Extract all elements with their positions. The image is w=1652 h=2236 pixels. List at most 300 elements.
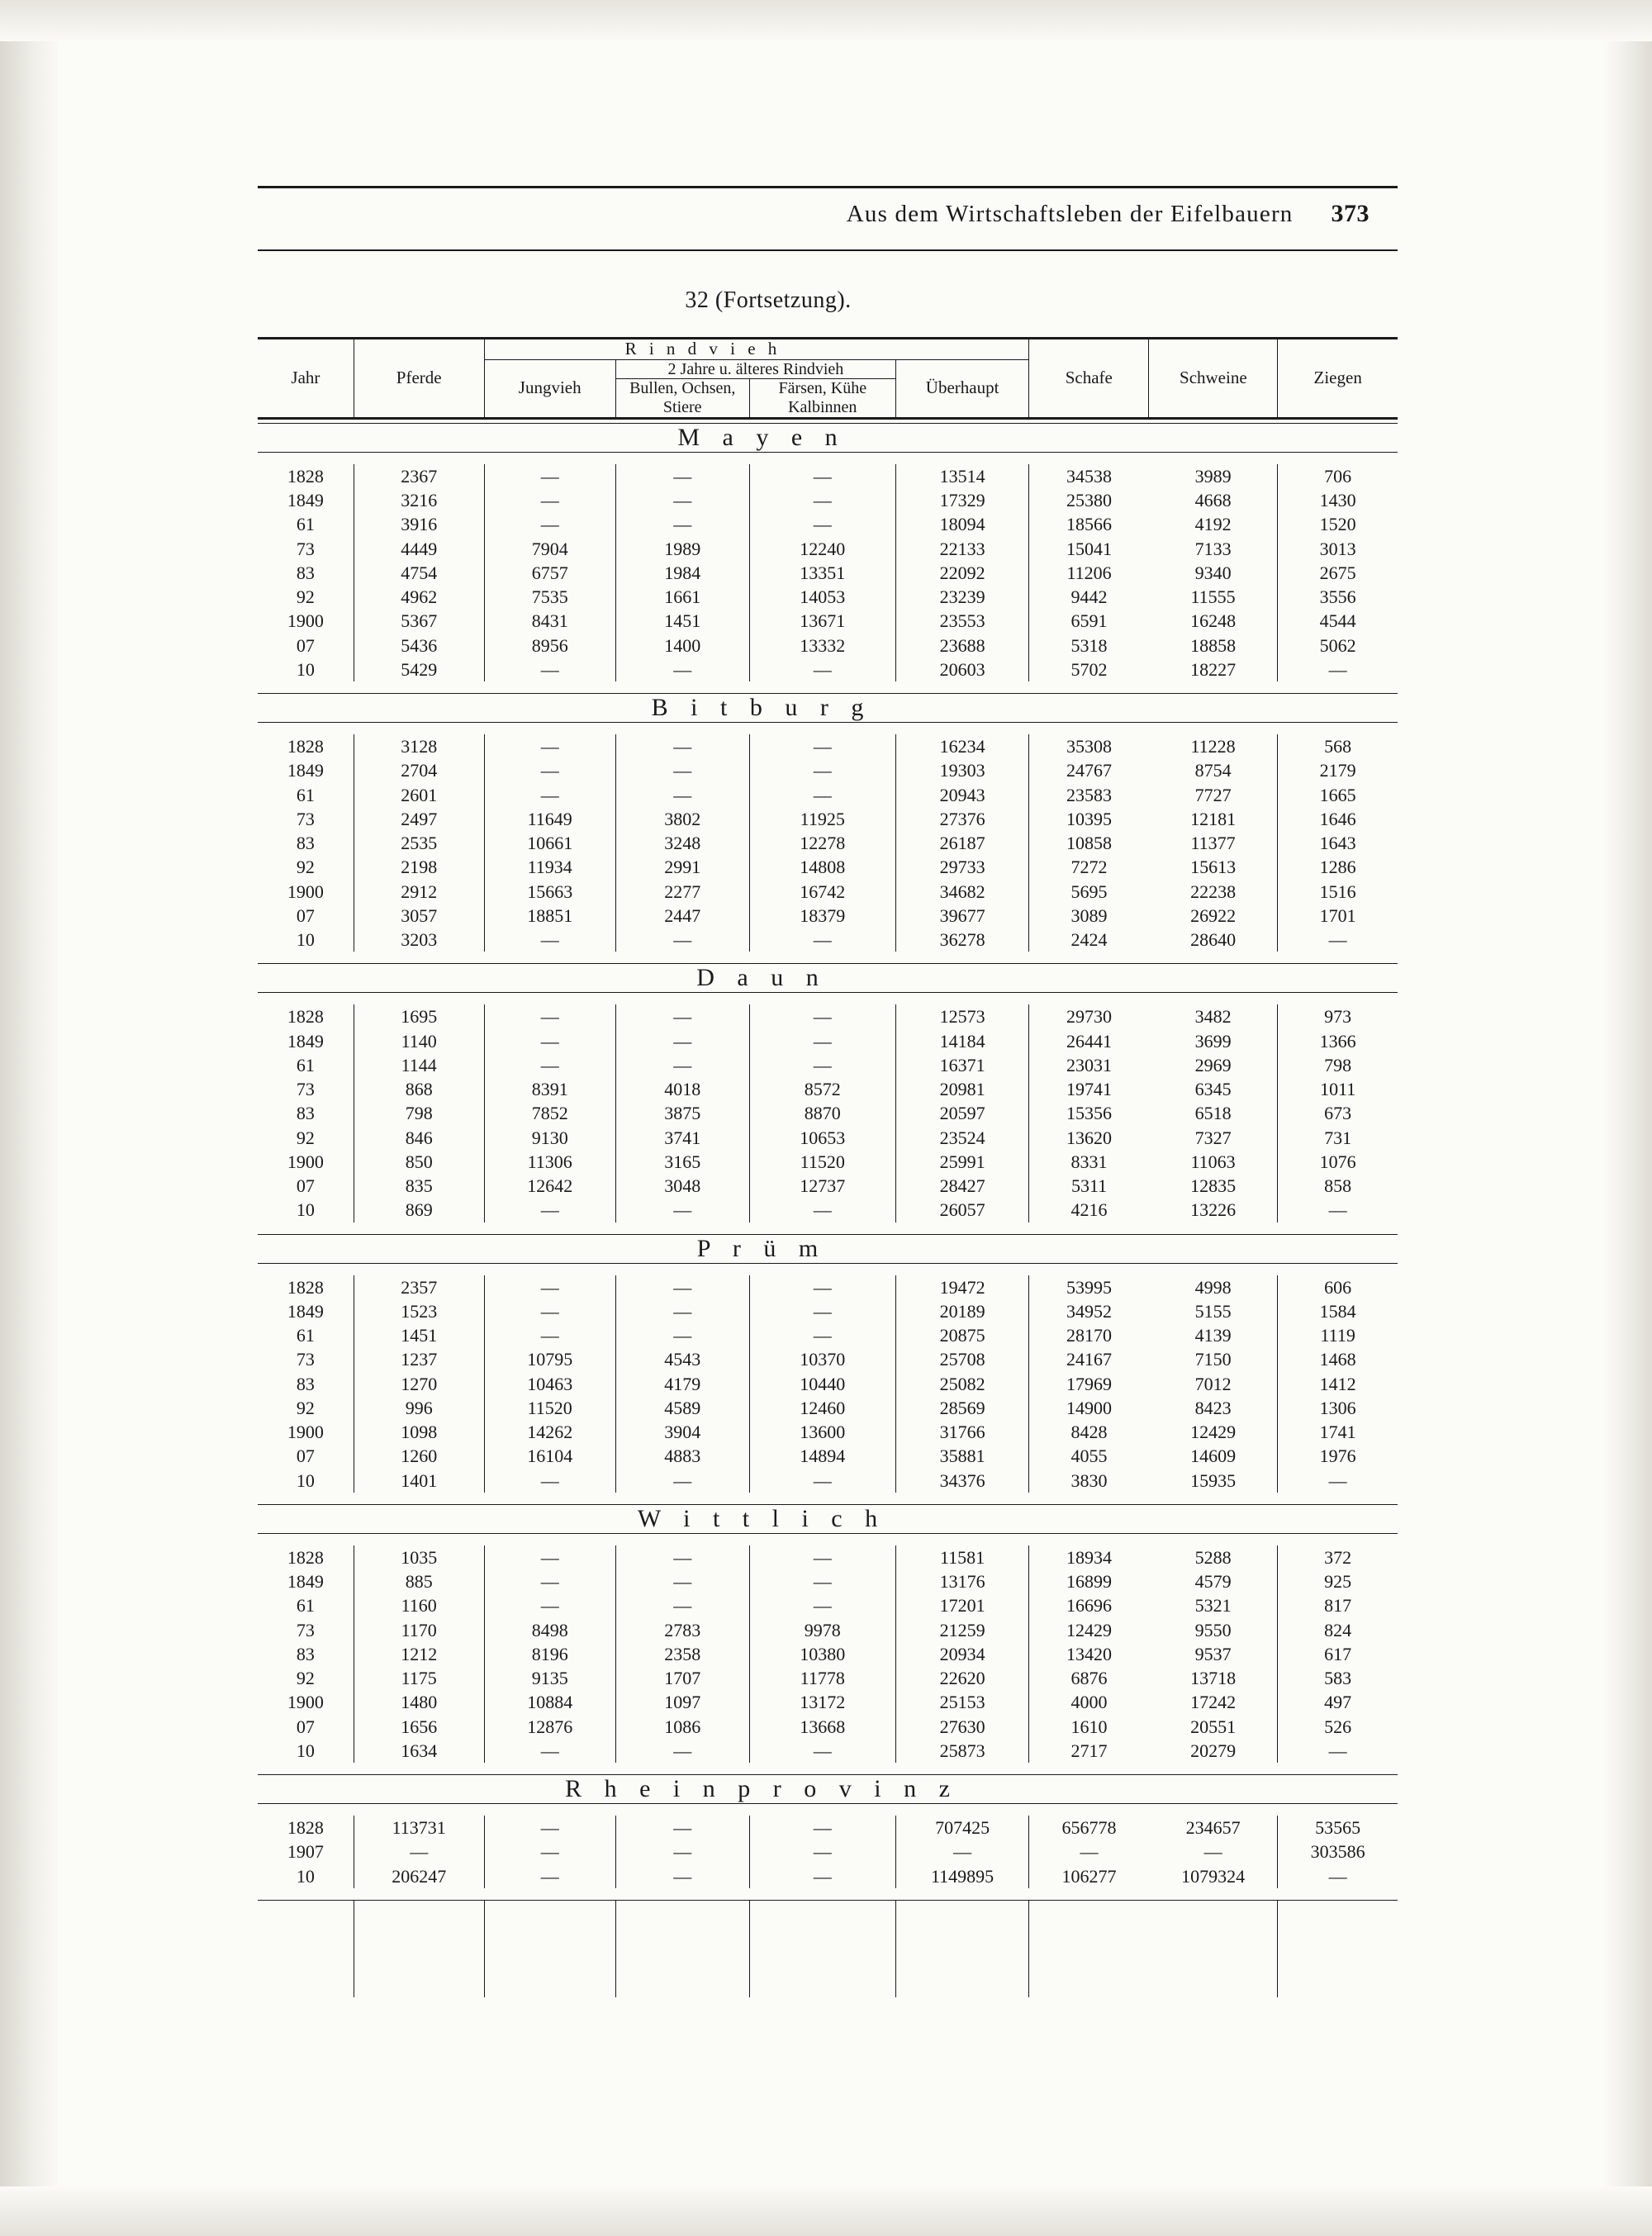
cell-pferde: 1170: [354, 1618, 484, 1642]
cell-ziegen: 798: [1324, 1054, 1352, 1075]
cell-ueberhaupt: —: [895, 1840, 1028, 1863]
cell-schafe: 16696: [1066, 1595, 1113, 1616]
cell-jahr: 73: [258, 807, 354, 831]
cell-schafe: 15356: [1066, 1103, 1113, 1124]
col-header-schweine: Schweine: [1149, 339, 1278, 419]
cell-empty: [895, 1901, 1028, 1925]
col-header-jungvieh: Jungvieh: [484, 359, 615, 418]
spacer-row: [258, 681, 1398, 694]
cell-jahr: 1900: [258, 880, 354, 904]
cell-ueberhaupt: 18094: [895, 512, 1028, 536]
table-row: [258, 1420, 1398, 1444]
cell-pferde: 835: [354, 1174, 484, 1198]
cell-faersen: —: [749, 1198, 895, 1222]
table-row: [258, 831, 1398, 855]
cell-ziegen: —: [1328, 929, 1347, 951]
cell-empty: [749, 1925, 895, 1949]
cell-ueberhaupt: 31766: [895, 1420, 1028, 1444]
cell-jungvieh: —: [484, 734, 615, 758]
cell-ueberhaupt: 20597: [895, 1101, 1028, 1125]
cell-schweine: 12429: [1149, 1420, 1278, 1444]
cell-empty: [484, 1949, 615, 1973]
spacer-row: [258, 1763, 1398, 1775]
cell-faersen: 14894: [749, 1444, 895, 1468]
table-row-empty: [258, 1925, 1398, 1949]
cell-jahr: 1828: [258, 1816, 354, 1840]
cell-ueberhaupt: 12573: [895, 1004, 1028, 1028]
cell-schafe: 10858: [1066, 833, 1113, 854]
cell-jungvieh: —: [484, 1816, 615, 1840]
cell-jungvieh: —: [484, 1004, 615, 1028]
cell-schweine: 7012: [1149, 1372, 1278, 1396]
cell-schafe: 12429: [1066, 1619, 1113, 1640]
cell-ziegen: —: [1328, 1469, 1347, 1491]
cell-jahr: 07: [258, 634, 354, 658]
cell-pferde: 2601: [354, 783, 484, 807]
cell-faersen: —: [749, 783, 895, 807]
cell-empty: [484, 1925, 615, 1949]
cell-faersen: 13351: [749, 561, 895, 585]
cell-schweine: 2969: [1149, 1053, 1278, 1077]
cell-schweine: 13226: [1149, 1198, 1278, 1222]
table-row: [258, 537, 1398, 561]
cell-ziegen: 526: [1324, 1716, 1352, 1737]
cell-ueberhaupt: 25991: [895, 1150, 1028, 1174]
cell-schafe: 26441: [1066, 1030, 1113, 1052]
table-row-empty: [258, 1901, 1398, 1925]
col-header-faersen: Färsen, Kühe Kalbinnen: [749, 378, 895, 418]
cell-schweine: 4139: [1149, 1323, 1278, 1347]
cell-pferde: 2367: [354, 464, 484, 488]
table-row: [258, 1126, 1398, 1150]
cell-faersen: 13332: [749, 634, 895, 658]
spacer-cell: [258, 1804, 1398, 1816]
cell-pferde: 206247: [354, 1864, 484, 1888]
cell-jahr: 61: [258, 783, 354, 807]
cell-ziegen: 1665: [1319, 784, 1356, 805]
cell-schafe: 1610: [1070, 1716, 1108, 1737]
spacer-row: [258, 453, 1398, 464]
table-row: [258, 1666, 1398, 1690]
table-row: [258, 1029, 1398, 1053]
cell-ziegen: 1520: [1319, 514, 1356, 535]
cell-empty: [1149, 1901, 1278, 1925]
cell-pferde: 113731: [354, 1816, 484, 1840]
cell-ziegen: 372: [1324, 1546, 1352, 1568]
cell-ziegen: —: [1328, 1740, 1347, 1761]
cell-schweine: 6345: [1149, 1077, 1278, 1101]
cell-ueberhaupt: 23553: [895, 609, 1028, 633]
cell-ziegen: —: [1328, 1865, 1347, 1887]
cell-ziegen: —: [1328, 1199, 1347, 1221]
cell-empty: [1149, 1925, 1278, 1949]
table-row: [258, 880, 1398, 904]
cell-ueberhaupt: 707425: [895, 1816, 1028, 1840]
cell-schafe: 13620: [1066, 1127, 1113, 1148]
cell-schafe: 6591: [1070, 610, 1108, 632]
cell-faersen: —: [749, 734, 895, 758]
page-edge-right: [1602, 0, 1652, 2236]
cell-jungvieh: —: [484, 783, 615, 807]
cell-schweine: 15613: [1149, 855, 1278, 879]
group-title-text: B i t b u r g: [651, 694, 872, 722]
cell-schweine: 1079324: [1149, 1864, 1278, 1888]
group-title-text: P r ü m: [696, 1234, 827, 1262]
cell-bullen: 3248: [615, 831, 749, 855]
cell-faersen: 12240: [749, 537, 895, 561]
cell-jungvieh: 12642: [484, 1174, 615, 1198]
cell-ziegen: 1306: [1319, 1397, 1356, 1418]
cell-schweine: 13718: [1149, 1666, 1278, 1690]
cell-schafe: 24767: [1066, 760, 1113, 781]
cell-faersen: 11925: [749, 807, 895, 831]
cell-schafe: 35308: [1066, 736, 1113, 757]
cell-faersen: —: [749, 1864, 895, 1888]
cell-empty: [1278, 1973, 1398, 1997]
cell-ziegen: 3013: [1319, 538, 1356, 559]
cell-jahr: 1828: [258, 1545, 354, 1569]
cell-pferde: 5367: [354, 609, 484, 633]
cell-schafe: 7272: [1070, 857, 1108, 878]
cell-jahr: 83: [258, 1642, 354, 1666]
cell-bullen: —: [615, 783, 749, 807]
table-row: [258, 1053, 1398, 1077]
cell-bullen: 1097: [615, 1690, 749, 1714]
cell-schweine: 234657: [1149, 1816, 1278, 1840]
cell-bullen: 2447: [615, 904, 749, 928]
cell-pferde: 1237: [354, 1347, 484, 1371]
header-rule-bottom: [258, 249, 1398, 251]
table-row: [258, 928, 1398, 952]
cell-faersen: —: [749, 1004, 895, 1028]
cell-bullen: —: [615, 928, 749, 952]
cell-faersen: 9978: [749, 1618, 895, 1642]
table-row: [258, 634, 1398, 658]
cell-jahr: 10: [258, 1864, 354, 1888]
col-header-rindvieh-group: R i n d v i e h: [484, 339, 1029, 360]
cell-pferde: 4754: [354, 561, 484, 585]
cell-schweine: 3989: [1149, 464, 1278, 488]
group-title-row: [258, 423, 1398, 452]
cell-jungvieh: 11520: [484, 1396, 615, 1420]
cell-jungvieh: 12876: [484, 1715, 615, 1739]
cell-schweine: 18858: [1149, 634, 1278, 658]
cell-ziegen: 303586: [1310, 1841, 1365, 1863]
cell-ueberhaupt: 25873: [895, 1739, 1028, 1763]
spacer-cell: [258, 1888, 1398, 1901]
spacer-row: [258, 1804, 1398, 1816]
cell-faersen: 11520: [749, 1150, 895, 1174]
cell-schafe: 8428: [1070, 1422, 1108, 1443]
cell-schafe: 13420: [1066, 1643, 1113, 1664]
cell-bullen: —: [615, 1053, 749, 1077]
running-head: [248, 188, 1404, 228]
cell-schweine: 9537: [1149, 1642, 1278, 1666]
cell-faersen: —: [749, 928, 895, 952]
cell-jahr: 83: [258, 831, 354, 855]
cell-ueberhaupt: 23524: [895, 1126, 1028, 1150]
spacer-row: [258, 1534, 1398, 1545]
cell-pferde: 2912: [354, 880, 484, 904]
col-header-ziegen: Ziegen: [1278, 339, 1398, 419]
cell-faersen: 12460: [749, 1396, 895, 1420]
cell-jungvieh: 8498: [484, 1618, 615, 1642]
cell-bullen: 1451: [615, 609, 749, 633]
cell-faersen: —: [749, 1275, 895, 1299]
group-title: [258, 423, 1398, 452]
spacer-cell: [258, 952, 1398, 964]
cell-bullen: 1086: [615, 1715, 749, 1739]
cell-jahr: 1849: [258, 488, 354, 512]
cell-ueberhaupt: 20603: [895, 658, 1028, 681]
cell-schweine: 16248: [1149, 609, 1278, 633]
cell-jahr: 73: [258, 537, 354, 561]
cell-jahr: 1849: [258, 1299, 354, 1323]
cell-schweine: 18227: [1149, 658, 1278, 681]
cell-bullen: —: [615, 1198, 749, 1222]
cell-jungvieh: 7535: [484, 585, 615, 609]
cell-faersen: 10380: [749, 1642, 895, 1666]
spacer-cell: [258, 1763, 1398, 1775]
table-row: [258, 1642, 1398, 1666]
cell-faersen: 10440: [749, 1372, 895, 1396]
cell-jungvieh: —: [484, 1029, 615, 1053]
cell-schafe: 2717: [1070, 1740, 1108, 1761]
cell-ziegen: 4544: [1319, 610, 1356, 632]
cell-pferde: 1401: [354, 1469, 484, 1493]
cell-schweine: 4192: [1149, 512, 1278, 536]
cell-jahr: 07: [258, 904, 354, 928]
cell-schafe: 10395: [1066, 808, 1113, 829]
cell-ueberhaupt: 22620: [895, 1666, 1028, 1690]
cell-jungvieh: —: [484, 512, 615, 536]
cell-schweine: 14609: [1149, 1444, 1278, 1468]
cell-ziegen: 1643: [1319, 833, 1356, 854]
cell-empty: [749, 1973, 895, 1997]
cell-empty: [258, 1949, 354, 1973]
cell-ziegen: —: [1328, 658, 1347, 680]
page-edge-bottom: [0, 2186, 1652, 2236]
cell-ziegen: 673: [1324, 1103, 1352, 1124]
table-body: [258, 423, 1398, 1997]
cell-ziegen: 817: [1324, 1595, 1352, 1616]
cell-bullen: 3165: [615, 1150, 749, 1174]
table-row: [258, 1444, 1398, 1468]
table-row: [258, 609, 1398, 633]
cell-schweine: 9550: [1149, 1618, 1278, 1642]
cell-bullen: 1984: [615, 561, 749, 585]
spacer-cell: [258, 993, 1398, 1004]
cell-faersen: —: [749, 488, 895, 512]
cell-bullen: 4018: [615, 1077, 749, 1101]
cell-schafe: 16899: [1066, 1571, 1113, 1593]
cell-schweine: 3699: [1149, 1029, 1278, 1053]
table-row: [258, 1372, 1398, 1396]
cell-jungvieh: —: [484, 1469, 615, 1493]
table-row: [258, 561, 1398, 585]
cell-jahr: 92: [258, 1666, 354, 1690]
group-title-row: [258, 694, 1398, 723]
cell-jahr: 1907: [258, 1840, 354, 1863]
cell-pferde: 4449: [354, 537, 484, 561]
cell-bullen: 1400: [615, 634, 749, 658]
cell-jungvieh: 16104: [484, 1444, 615, 1468]
cell-faersen: —: [749, 1569, 895, 1593]
cell-empty: [354, 1973, 484, 1997]
cell-bullen: —: [615, 1323, 749, 1347]
cell-ueberhaupt: 39677: [895, 904, 1028, 928]
cell-jungvieh: —: [484, 1545, 615, 1569]
cell-schweine: 11555: [1149, 585, 1278, 609]
cell-jungvieh: —: [484, 1864, 615, 1888]
table-row: [258, 1618, 1398, 1642]
cell-ziegen: 973: [1324, 1006, 1352, 1028]
cell-jahr: 61: [258, 1593, 354, 1617]
cell-schafe: 9442: [1070, 586, 1108, 608]
cell-schweine: 7727: [1149, 783, 1278, 807]
cell-ueberhaupt: 26057: [895, 1198, 1028, 1222]
cell-bullen: 2277: [615, 880, 749, 904]
cell-jungvieh: —: [484, 1840, 615, 1863]
spacer-cell: [258, 1493, 1398, 1505]
spacer-row: [258, 1888, 1398, 1901]
cell-jungvieh: —: [484, 464, 615, 488]
cell-faersen: —: [749, 1816, 895, 1840]
cell-pferde: 869: [354, 1198, 484, 1222]
cell-ueberhaupt: 28569: [895, 1396, 1028, 1420]
cell-pferde: 1144: [354, 1053, 484, 1077]
table-header: [258, 339, 1398, 424]
cell-faersen: 18379: [749, 904, 895, 928]
cell-jahr: 92: [258, 585, 354, 609]
cell-jahr: 1900: [258, 1690, 354, 1714]
cell-ziegen: 1584: [1319, 1300, 1356, 1322]
table-row: [258, 1396, 1398, 1420]
spacer-cell: [258, 453, 1398, 464]
cell-schweine: 5155: [1149, 1299, 1278, 1323]
cell-schweine: 11377: [1149, 831, 1278, 855]
cell-jahr: 73: [258, 1618, 354, 1642]
cell-jahr: 1828: [258, 1004, 354, 1028]
cell-bullen: —: [615, 1739, 749, 1763]
cell-jahr: 10: [258, 928, 354, 952]
cell-faersen: 14053: [749, 585, 895, 609]
cell-pferde: 846: [354, 1126, 484, 1150]
cell-ziegen: 617: [1324, 1643, 1352, 1664]
cell-schafe: 28170: [1066, 1325, 1113, 1346]
cell-bullen: 3048: [615, 1174, 749, 1198]
cell-schafe: 25380: [1066, 490, 1113, 511]
cell-ziegen: 606: [1324, 1276, 1352, 1298]
table-row-empty: [258, 1973, 1398, 1997]
cell-jungvieh: 11934: [484, 855, 615, 879]
cell-bullen: 4883: [615, 1444, 749, 1468]
cell-schweine: 12835: [1149, 1174, 1278, 1198]
cell-faersen: 8870: [749, 1101, 895, 1125]
cell-schweine: 4998: [1149, 1275, 1278, 1299]
cell-ueberhaupt: 20981: [895, 1077, 1028, 1101]
spacer-cell: [258, 723, 1398, 734]
table-row: [258, 1174, 1398, 1198]
cell-empty: [1029, 1949, 1149, 1973]
cell-jahr: 1900: [258, 609, 354, 633]
cell-empty: [1029, 1925, 1149, 1949]
cell-bullen: 3741: [615, 1126, 749, 1150]
cell-bullen: —: [615, 1569, 749, 1593]
cell-schweine: 5321: [1149, 1593, 1278, 1617]
cell-bullen: —: [615, 758, 749, 782]
cell-ziegen: 497: [1324, 1692, 1352, 1713]
spacer-cell: [258, 1264, 1398, 1275]
cell-ueberhaupt: 20189: [895, 1299, 1028, 1323]
cell-pferde: 2704: [354, 758, 484, 782]
cell-bullen: 1989: [615, 537, 749, 561]
cell-ueberhaupt: 17329: [895, 488, 1028, 512]
cell-ueberhaupt: 26187: [895, 831, 1028, 855]
cell-jungvieh: —: [484, 1593, 615, 1617]
cell-faersen: 11778: [749, 1666, 895, 1690]
cell-schweine: 26922: [1149, 904, 1278, 928]
cell-jungvieh: —: [484, 658, 615, 681]
cell-empty: [354, 1925, 484, 1949]
cell-jahr: 61: [258, 1323, 354, 1347]
cell-pferde: 5429: [354, 658, 484, 681]
cell-empty: [1278, 1949, 1398, 1973]
cell-ueberhaupt: 20934: [895, 1642, 1028, 1666]
cell-schafe: 4000: [1070, 1692, 1108, 1713]
cell-jahr: 92: [258, 855, 354, 879]
cell-bullen: —: [615, 488, 749, 512]
cell-schafe: 5695: [1070, 881, 1108, 902]
cell-schafe: 34538: [1066, 465, 1113, 487]
cell-empty: [1278, 1901, 1398, 1925]
cell-pferde: 1523: [354, 1299, 484, 1323]
table-row: [258, 488, 1398, 512]
cell-jahr: 1849: [258, 1029, 354, 1053]
cell-jungvieh: 9135: [484, 1666, 615, 1690]
cell-faersen: —: [749, 1053, 895, 1077]
cell-ziegen: 1430: [1319, 490, 1356, 511]
cell-schweine: 9340: [1149, 561, 1278, 585]
cell-schafe: 53995: [1066, 1276, 1113, 1298]
cell-schafe: 3089: [1070, 904, 1108, 926]
cell-jahr: 61: [258, 1053, 354, 1077]
cell-jungvieh: —: [484, 1739, 615, 1763]
cell-jahr: 73: [258, 1347, 354, 1371]
cell-jungvieh: 11649: [484, 807, 615, 831]
cell-ueberhaupt: 27376: [895, 807, 1028, 831]
cell-empty: [258, 1973, 354, 1997]
cell-bullen: —: [615, 734, 749, 758]
table-row: [258, 1150, 1398, 1174]
cell-ueberhaupt: 20943: [895, 783, 1028, 807]
cell-schafe: 23583: [1066, 784, 1113, 805]
spacer-cell: [258, 681, 1398, 694]
cell-schweine: 8754: [1149, 758, 1278, 782]
cell-empty: [615, 1973, 749, 1997]
group-title: [258, 964, 1398, 993]
cell-jahr: 1828: [258, 1275, 354, 1299]
page-edge-top: [0, 0, 1652, 41]
cell-empty: [1029, 1901, 1149, 1925]
cell-ziegen: 53565: [1315, 1817, 1361, 1839]
table-row: [258, 1816, 1398, 1840]
cell-faersen: 12278: [749, 831, 895, 855]
cell-jungvieh: —: [484, 928, 615, 952]
cell-jahr: 10: [258, 1198, 354, 1222]
cell-jahr: 61: [258, 512, 354, 536]
cell-schweine: 5288: [1149, 1545, 1278, 1569]
